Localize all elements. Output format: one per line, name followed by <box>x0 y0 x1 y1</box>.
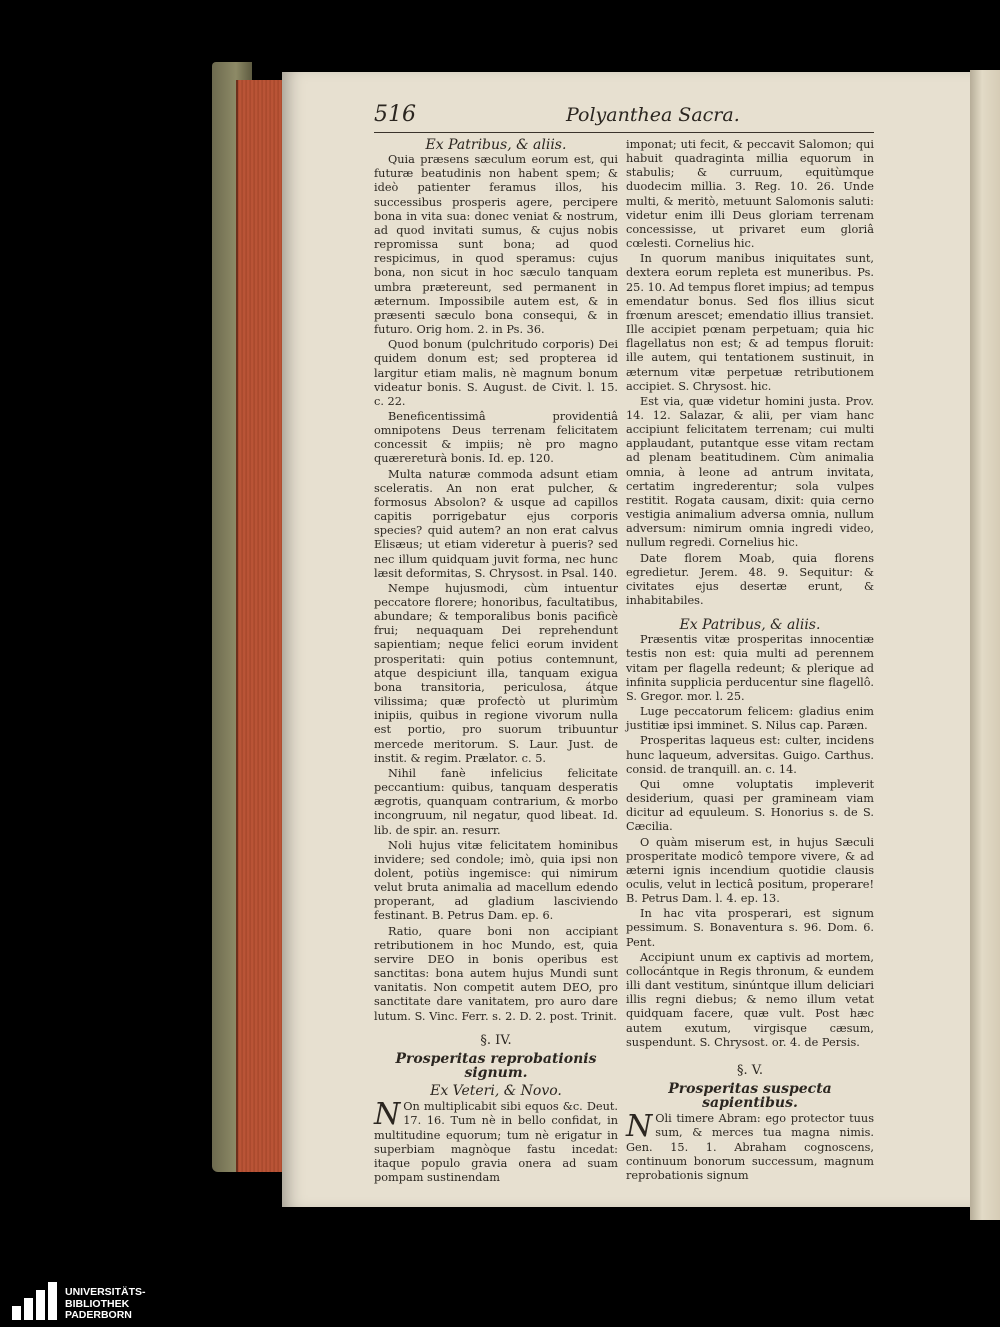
paragraph: Multa naturæ commoda adsunt etiam sceleratis. An non erat pulcher, & formosus Absolon? & usque ad capillos capitis porrigebatur ejus corporis species? quid autem? an non erat calvus Elisæus; ut etiam videretur à pueris? sed nec illum quidquam juvit forma, nec hunc læsit deformitas, S. Chrysost. in Psal. 140. <box>374 467 618 580</box>
paragraph: Ratio, quare boni non accipiant retributionem in hoc Mundo, est, quia servire DEO in bonis operibus est sanctitas: bona autem hujus Mundi sunt vanitatis. Non competit autem DEO, pro sanctitate dare vanitatem, pro auro dare lutum. S. Vinc. Ferr. s. 2. D. 2. post. Trinit. <box>374 924 618 1023</box>
section-number: §. IV. <box>480 1032 512 1048</box>
paragraph: Date florem Moab, quia florens egredietur. Jerem. 48. 9. Sequitur: & civitates ejus desertæ erunt, & inhabitabiles. <box>626 551 874 607</box>
logo-mark-icon <box>12 1285 72 1320</box>
section-title: Prosperitas reprobationis signum. <box>395 1050 597 1081</box>
paragraph: Accipiunt unum ex captivis ad mortem, collocántque in Regis thronum, & eundem illi dant vestitum, sinúntque illum deliciari illis regni diebus; & nemo illum vetat quidquam facere, quæ vult. Post hæc autem exutum, virgisque cæsum, suspendunt. S. Chrysost. or. 4. de Persis. <box>626 950 874 1049</box>
paragraph: Beneficentissimâ providentiâ omnipotens Deus terrenam felicitatem concessit & impiis; nè pro magno quærereturà bonis. Id. ep. 120. <box>374 409 618 466</box>
section-number: §. V. <box>736 1062 763 1078</box>
right-heading: Ex Patribus, & aliis. <box>679 617 821 634</box>
paragraph <box>374 1097 618 1185</box>
book-page <box>282 72 970 1207</box>
paragraph: imponat; uti fecit, & peccavit Salomon; qui habuit quadraginta millia equorum in stabulis; & curruum, equitùmque duodecim millia. 3. Reg. 10. 26. Unde multi, & meritò, metuunt Salomonis saluti: videtur enim illi Deus gloriam terrenam concessisse, ut privaret eum gloriâ cœlesti. Cornelius hic. <box>626 138 874 251</box>
paragraph: In hac vita prosperari, est signum pessimum. S. Bonaventura s. 96. Dom. 6. Pent. <box>626 907 874 949</box>
left-column <box>374 138 618 1186</box>
page-number: 516 <box>374 102 416 127</box>
paragraph: Quia præsens sæculum eorum est, qui futuræ beatudinis non habent spem; & ideò patienter feramus illos, his successibus prosperis agere, percipere bona in vita sua: donec veniat & nostrum, ad quod invitati sumus, & cujus nobis repromissa sunt bona; ad quod respicimus, in quod speramus: cujus bona, non sicut in hoc sæculo tanquam umbra prætereunt, sed permanent in æternum. Impossibile autem est, & in præsenti sæculo bona consequi, & in futuro. Orig hom. 2. in Ps. 36. <box>374 153 618 337</box>
paragraph: Nempe hujusmodi, cùm intuentur peccatore florere; honoribus, facultatibus, abundare; & temporalibus bonis pacificè frui; nequaquam Dei reprehendunt sapientiam; neque felici eorum invident prosperitati: quin potius contemnunt, atque despiciunt illa, tanquam exigua bona transitoria, periculosa, átque vilissima; quæ profectò ut plurimùm inipiis, quibus in regione vivorum nulla est portio, pro suorum tribuuntur mercede meritorum. S. Laur. Just. de instit. & regim. Prælator. c. 5. <box>374 581 618 765</box>
drop-cap: N <box>374 1097 401 1133</box>
paragraph-text: Oli timere Abram: ego protector tuus sum, & merces tua magna nimis. Gen. 15. 1. Abraham cognoscens, continuum bonorum successum, magnum reprobationis signum <box>626 1112 874 1182</box>
facing-page-edge <box>970 70 1000 1220</box>
header-rule <box>374 132 874 133</box>
logo-line: UNIVERSITÄTS- <box>65 1286 146 1298</box>
left-heading: Ex Patribus, & aliis. <box>425 137 567 153</box>
paragraph-text: On multiplicabit sibi equos &c. Deut. 17. 16. Tum nè in bello confidat, in multitudine equorum; tum nè erigatur in superbiam magnòque fastu incedat: itaque populo gravia onera ad suam pompam sustinendam <box>374 1100 618 1185</box>
paragraph: Noli hujus vitæ felicitatem hominibus invidere; sed condole; imò, quia ipsi non dolent, potiùs ingemisce: qui nimirum velut bruta animalia ad macellum edendo properant, ad gladium lasciviendo festinant. B. Petrus Dam. ep. 6. <box>374 838 618 923</box>
logo-line: BIBLIOTHEK <box>65 1297 130 1310</box>
paragraph: O quàm miserum est, in hujus Sæculi prosperitate modicô tempore vivere, & ad æterni ignis incendium quotidie clausis oculis, velut in lecticâ positum, properare! B. Petrus Dam. l. 4. ep. 13. <box>626 835 874 906</box>
running-header <box>374 102 874 132</box>
paragraph: Nihil fanè infelicius felicitate peccantium: quibus, tanquam desperatis ægrotis, quanquam contrarium, & morbo incongruum, nil negatur, quod libeat. Id. lib. de spir. an. resurr. <box>374 766 618 837</box>
paragraph: In quorum manibus iniquitates sunt, dextera eorum repleta est muneribus. Ps. 25. 10. Ad tempus floret impius; ad tempus emendatur bonus. Sed flos illius sicut frœnum arescet; emendatio illius transiet. Ille accipiet pœnam perpetuam; quia hic flagellatus non est; & ad tempus floruit: ille autem, qui tentationem sustinuit, in æternum vitæ perpetuæ retributionem accipiet. S. Chrysost. hic. <box>626 252 874 393</box>
paragraph: Prosperitas laqueus est: culter, incidens hunc laqueum, adversitas. Guigo. Carthus. consid. de tranquill. an. c. 14. <box>626 734 874 776</box>
running-title: Polyanthea Sacra. <box>566 104 740 126</box>
logo-text <box>65 1287 185 1322</box>
paragraph: Præsentis vitæ prosperitas innocentiæ testis non est: quia multi ad perennem vitam per flagella redeunt; & plerique ad infinita supplicia perducentur sine flagellô. S. Gregor. mor. l. 25. <box>626 633 874 703</box>
paragraph: Quod bonum (pulchritudo corporis) Dei quidem donum est; sed propterea id largitur etiam malis, nè magnum bonum videatur bonis. S. August. de Civit. l. 15. c. 22. <box>374 338 618 408</box>
section-subtitle: Ex Veteri, & Novo. <box>430 1083 562 1100</box>
logo-line: PADERBORN <box>65 1309 132 1321</box>
paragraph <box>626 1109 874 1183</box>
paragraph: Qui omne voluptatis impleverit desiderium, quasi per gramineam viam dicitur ad equuleum. S. Honorius s. de S. Cæcilia. <box>626 777 874 834</box>
page-edges <box>236 80 286 1172</box>
right-column <box>626 138 874 1184</box>
section-title: Prosperitas suspecta sapientibus. <box>668 1081 832 1112</box>
paragraph: Est via, quæ videtur homini justa. Prov. 14. 12. Salazar, & alii, per viam hanc accipiunt felicitatem terrenam; cui multi applaudant, putantque esse vitam rectam ad plenam beatitudinem. Cùm animalia omnia, à leone ad antrum invitata, certatim ingrederentur; sola vulpes restitit. Rogata causam, dixit: quia cerno vestigia animalium adversa omnia, nullum adversum: nimirum omnia ingredi video, nullum regredi. Cornelius hic. <box>626 394 874 550</box>
drop-cap: N <box>626 1109 653 1145</box>
paragraph: Luge peccatorum felicem: gladius enim justitiæ ipsi imminet. S. Nilus cap. Paræn. <box>626 705 874 733</box>
